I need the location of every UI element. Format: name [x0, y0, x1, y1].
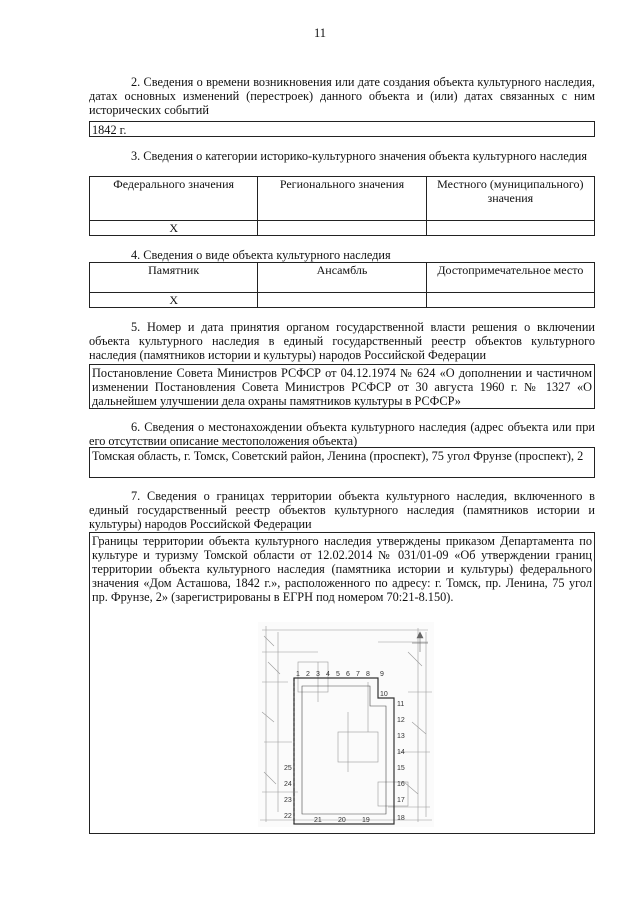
plan-point-label: 13 — [397, 733, 405, 740]
plan-point-label: 22 — [284, 813, 292, 820]
section-2-value: 1842 г. — [89, 121, 595, 137]
plan-point-label: 21 — [314, 817, 322, 824]
plan-point-label: 24 — [284, 781, 292, 788]
section-4-table — [89, 262, 595, 308]
section-7-heading: 7. Сведения о границах территории объекта культурного наследия, включенного в единый государственный реестр объектов культурного наследия (памятников истории и культуры) народов Российской Федерации — [89, 489, 595, 531]
territory-boundary-plan — [258, 622, 434, 827]
section-5-heading: 5. Номер и дата принятия органом государственной власти решения о включении объекта культурного наследия в единый государственный реестр объектов культурного наследия (памятников истории и культуры) народов Российской Федерации — [89, 320, 595, 362]
plan-point-label: 11 — [397, 701, 405, 708]
section-4-heading: 4. Сведения о виде объекта культурного наследия — [131, 248, 391, 262]
mark-federal: Х — [90, 221, 258, 236]
plan-point-label: 15 — [397, 765, 405, 772]
plan-point-label: 23 — [284, 797, 292, 804]
column-federal: Федерального значения — [90, 177, 258, 221]
plan-point-label: 14 — [397, 749, 405, 756]
plan-point-label: 2 — [306, 671, 310, 678]
plan-point-label: 1 — [296, 671, 300, 678]
mark-regional — [258, 221, 426, 236]
section-3-heading: 3. Сведения о категории историко-культурного значения объекта культурного наследия — [131, 149, 588, 163]
mark-landmark — [426, 293, 594, 308]
plan-point-label: 8 — [366, 671, 370, 678]
column-monument: Памятник — [90, 263, 258, 293]
plan-point-label: 7 — [356, 671, 360, 678]
plan-point-label: 16 — [397, 781, 405, 788]
mark-local — [426, 221, 594, 236]
column-regional: Регионального значения — [258, 177, 426, 221]
section-6-value: Томская область, г. Томск, Советский район, Ленина (проспект), 75 угол Фрунзе (проспект), 2 — [89, 447, 595, 478]
plan-point-label: 17 — [397, 797, 405, 804]
plan-point-label: 3 — [316, 671, 320, 678]
column-local: Местного (муниципального) значения — [426, 177, 594, 221]
column-ensemble: Ансамбль — [258, 263, 426, 293]
plan-point-label: 12 — [397, 717, 405, 724]
section-3-table — [89, 176, 595, 236]
plan-point-label: 5 — [336, 671, 340, 678]
section-2-heading: 2. Сведения о времени возникновения или дате создания объекта культурного наследия, датах основных изменений (перестроек) данного объекта и (или) датах связанных с ним исторических событий — [89, 75, 595, 117]
plan-point-label: 25 — [284, 765, 292, 772]
mark-monument: Х — [90, 293, 258, 308]
plan-point-label: 6 — [346, 671, 350, 678]
plan-point-label: 19 — [362, 817, 370, 824]
section-5-value: Постановление Совета Министров РСФСР от 04.12.1974 № 624 «О дополнении и частичном изменении Постановления Совета Министров РСФСР от 30 августа 1960 г. № 1327 «О дальнейшем улучшении дела охраны памятников культуры в РСФСР» — [89, 364, 595, 409]
plan-point-label: 9 — [380, 671, 384, 678]
mark-ensemble — [258, 293, 426, 308]
section-7-value: Границы территории объекта культурного наследия утверждены приказом Департамента по культуре и туризму Томской области от 12.02.2014 № 031/01-09 «Об утверждении границ территории объекта культурного наследия (памятника истории и культуры) федерального значения «Дом Асташова, 1842 г.», расположенного по адресу: г. Томск, пр. Ленина, 75 угол пр. Фрунзе, 2» (зарегистрированы в ЕГРН под номером 70:21-8.150). — [92, 534, 592, 604]
plan-point-label: 18 — [397, 815, 405, 822]
plan-point-label: 4 — [326, 671, 330, 678]
column-landmark: Достопримечательное место — [426, 263, 594, 293]
section-6-heading: 6. Сведения о местонахождении объекта культурного наследия (адрес объекта или при его отсутствии описание местоположения объекта) — [89, 420, 595, 448]
plan-point-label: 10 — [380, 691, 388, 698]
page-number: 11 — [313, 26, 327, 40]
plan-point-label: 20 — [338, 817, 346, 824]
